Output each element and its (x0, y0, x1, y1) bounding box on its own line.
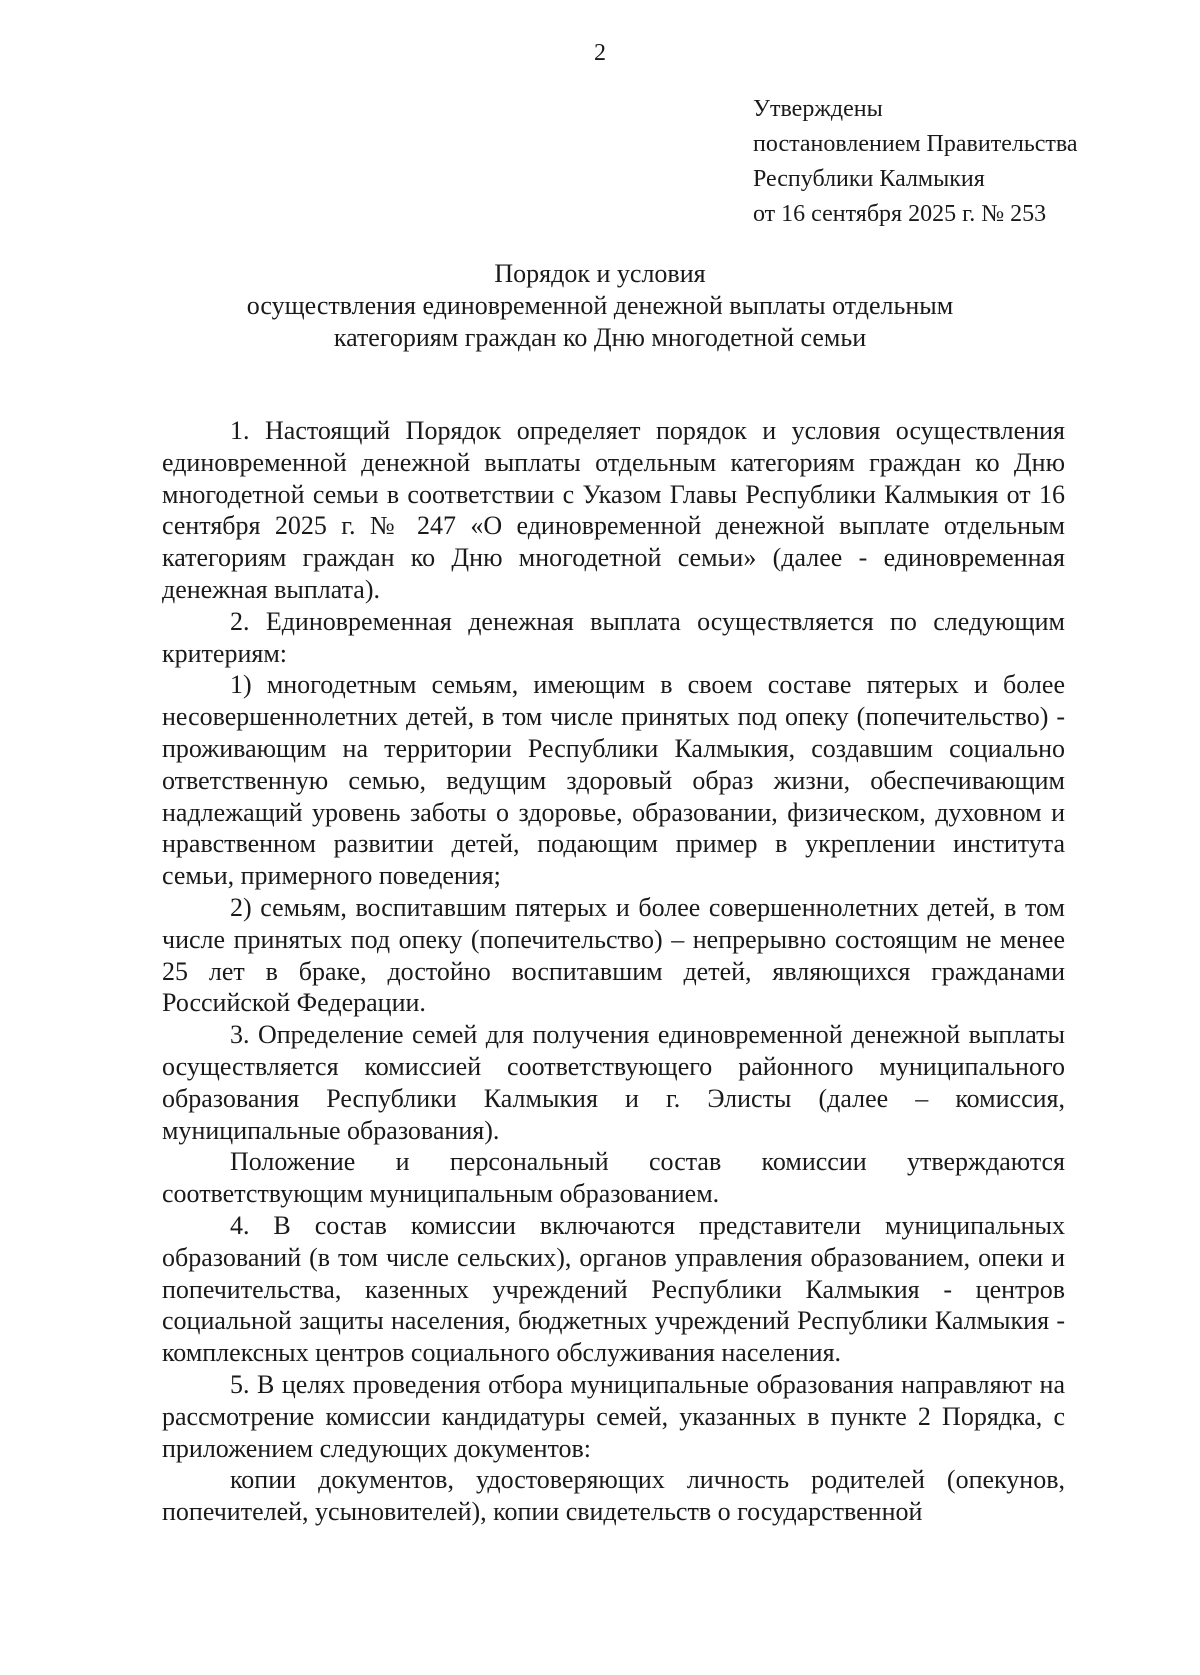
title-line: Порядок и условия (494, 259, 706, 288)
page-number: 2 (594, 40, 606, 66)
paragraph-2-1: 1) многодетным семьям, имеющим в своем составе пятерых и более несовершеннолетних детей, в том числе принятых под опеку (попечительство) - проживающим на территории Республики Калмыкия, создавшим социально ответственную семью, ведущим здоровый образ жизни, обеспечивающим надлежащий уровень заботы о здоровье, образовании, физическом, духовном и нравственном развитии детей, подающим пример в укреплении института семьи, примерного поведения; (162, 670, 1065, 891)
paragraph-5-docs: копии документов, удостоверяющих личность родителей (опекунов, попечителей, усыновителей), копии свидетельств о государственной (162, 1465, 1065, 1527)
approval-line: постановлением Правительства (753, 131, 1078, 157)
approval-stamp (753, 92, 1078, 232)
paragraph-2: 2. Единовременная денежная выплата осуществляется по следующим критериям: (162, 606, 1065, 668)
approval-line: Республики Калмыкия (753, 166, 985, 192)
paragraph-5: 5. В целях проведения отбора муниципальные образования направляют на рассмотрение комиссии кандидатуры семей, указанных в пункте 2 Порядка, с приложением следующих документов: (162, 1369, 1065, 1463)
document-body (162, 415, 1065, 1528)
paragraph-2-2: 2) семьям, воспитавшим пятерых и более совершеннолетних детей, в том числе принятых под опеку (попечительство) – непрерывно состоящим не менее 25 лет в браке, достойно воспитавшим детей, являющихся гражданами Российской Федерации. (162, 892, 1065, 1018)
title-line: осуществления единовременной денежной выплаты отдельным (246, 291, 954, 320)
paragraph-1: 1. Настоящий Порядок определяет порядок и условия осуществления единовременной денежной выплаты отдельным категориям граждан ко Дню многодетной семьи в соответствии с Указом Главы Республики Калмыкия от 16 сентября 2025 г. № 247 «О единовременной денежной выплате отдельным категориям граждан ко Дню многодетной семьи» (далее - единовременная денежная выплата). (162, 416, 1065, 604)
title-line: категориям граждан ко Дню многодетной семьи (333, 323, 867, 352)
approval-line: от 16 сентября 2025 г. № 253 (753, 201, 1047, 227)
approval-line: Утверждены (753, 96, 883, 122)
paragraph-3: 3. Определение семей для получения единовременной денежной выплаты осуществляется комиссией соответствующего районного муниципального образования Республики Калмыкия и г. Элисты (далее – комиссия, муниципальные образования). (162, 1020, 1065, 1145)
paragraph-3-note: Положение и персональный состав комиссии утверждаются соответствующим муниципальным образованием. (162, 1147, 1065, 1209)
document-title (150, 258, 1050, 354)
paragraph-4: 4. В состав комиссии включаются представители муниципальных образований (в том числе сельских), органов управления образованием, опеки и попечительства, казенных учреждений Республики Калмыкия - центров социальной защиты населения, бюджетных учреждений Республики Калмыкия - комплексных центров социального обслуживания населения. (162, 1210, 1065, 1368)
